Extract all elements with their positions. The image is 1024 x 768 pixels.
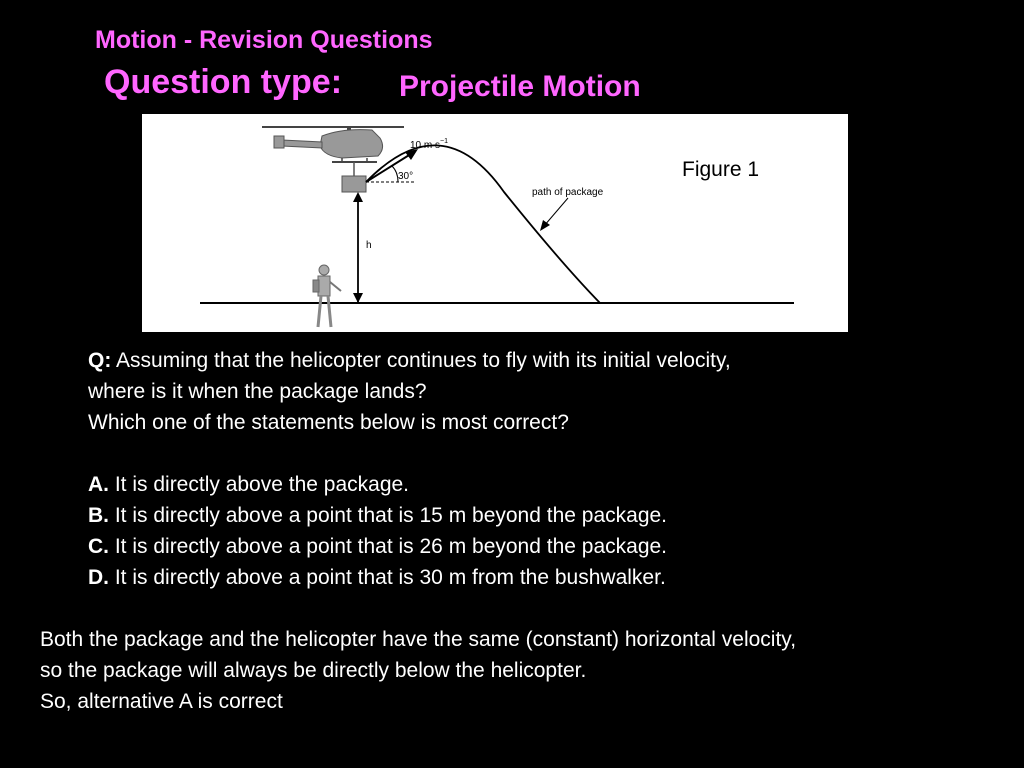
option-text: It is directly above a point that is 30 m from the bushwalker. <box>114 566 666 589</box>
height-label: h <box>366 240 372 251</box>
option-letter: A. <box>88 473 109 496</box>
question-block <box>88 345 968 593</box>
answer-line: Both the package and the helicopter have the same (constant) horizontal velocity, <box>40 628 797 651</box>
option-text: It is directly above a point that is 15 m beyond the package. <box>114 504 668 527</box>
option-d <box>88 562 968 593</box>
slide-subtitle: Motion - Revision Questions <box>95 26 433 54</box>
answer-line: So, alternative A is correct <box>40 690 283 713</box>
option-b <box>88 500 968 531</box>
option-c <box>88 531 968 562</box>
path-label-pointer <box>544 198 568 226</box>
option-a <box>88 469 968 500</box>
question-prefix: Q: <box>88 349 112 372</box>
question-line <box>88 345 968 376</box>
path-label: path of package <box>532 187 604 198</box>
answer-block <box>40 624 1000 717</box>
projectile-diagram <box>142 114 848 332</box>
bushwalker-icon <box>313 265 341 327</box>
option-text: It is directly above a point that is 26 m beyond the package. <box>114 535 668 558</box>
question-line: Which one of the statements below is most correct? <box>88 411 569 434</box>
question-line: where is it when the package lands? <box>88 380 427 403</box>
option-letter: C. <box>88 535 109 558</box>
option-text: It is directly above the package. <box>114 473 410 496</box>
question-topic: Projectile Motion <box>399 70 641 103</box>
package-box <box>342 176 366 192</box>
option-letter: B. <box>88 504 109 527</box>
velocity-label: 10 m $s^{-1}$ <box>410 138 448 151</box>
package-trajectory <box>366 145 600 303</box>
figure-caption: Figure 1 <box>682 158 760 181</box>
helicopter-icon <box>262 127 404 162</box>
projectile-figure <box>142 114 848 332</box>
question-text: Assuming that the helicopter continues to fly with its initial velocity, <box>116 349 731 372</box>
answer-line: so the package will always be directly below the helicopter. <box>40 659 587 682</box>
question-type-label: Question type: <box>104 63 343 101</box>
angle-label: 30° <box>398 171 414 182</box>
option-letter: D. <box>88 566 109 589</box>
